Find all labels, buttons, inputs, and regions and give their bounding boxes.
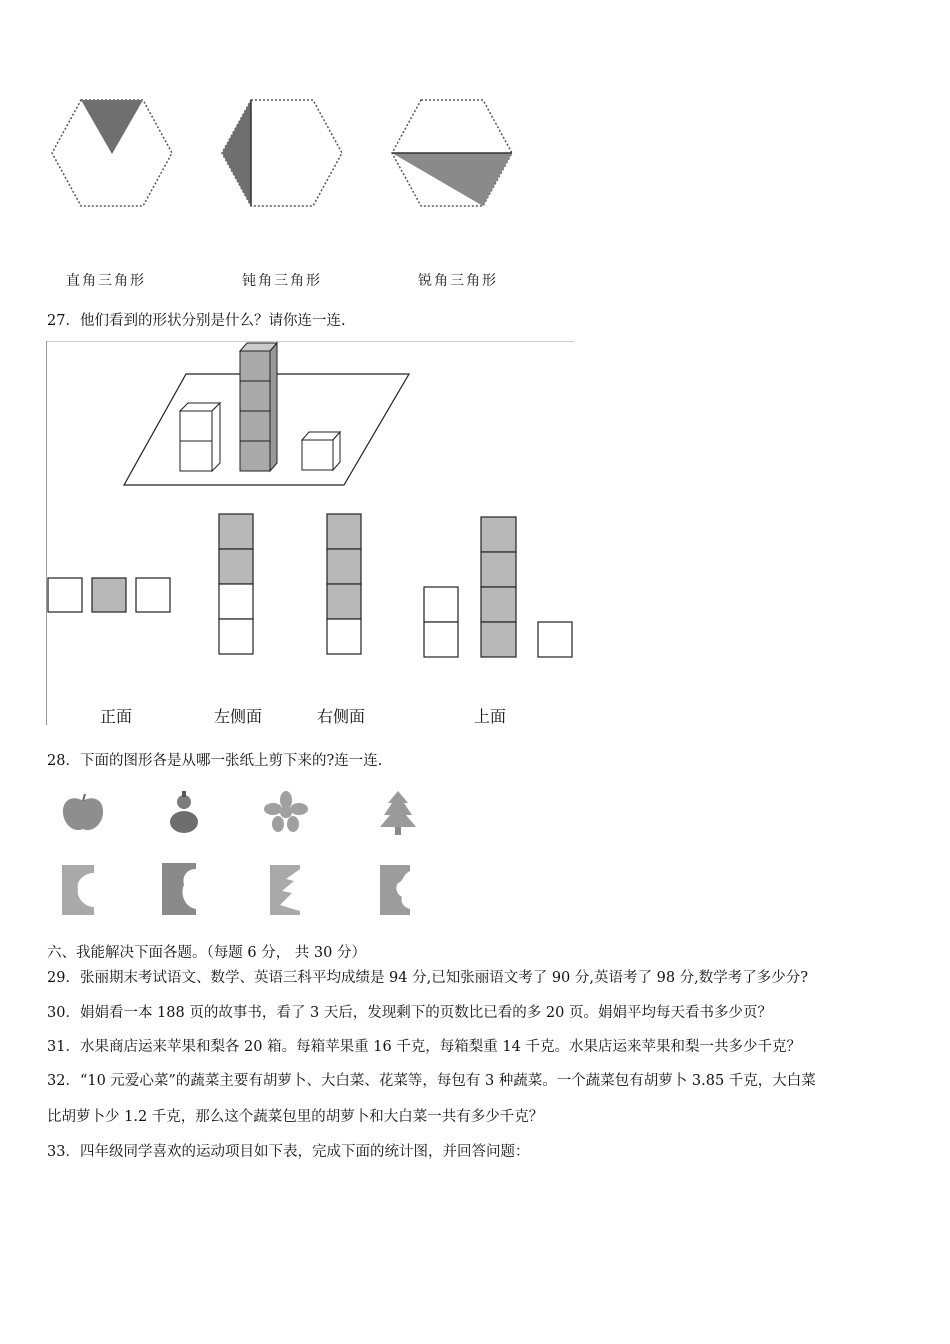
paper-sheet-3 [270,865,300,915]
paper-sheet-4 [380,865,410,915]
hexagon-figures [40,90,540,220]
label-front-view: 正面 [100,707,133,726]
q27-figure [46,341,574,725]
paper-sheet-2 [162,863,196,915]
label-left-view: 左侧面 [214,707,263,726]
section-6-heading: 六、我能解决下面各题。（每题 6 分， 共 30 分） [47,945,366,961]
question-32-line-2: 比胡萝卜少 1.2 千克，那么这个蔬菜包里的胡萝卜和大白菜一共有多少千克？ [47,1109,544,1125]
label-right-view: 右侧面 [317,707,366,726]
question-29: 29．张丽期末考试语文、数学、英语三科平均成绩是 94 分,已知张丽语文考了 90 分,英语考了 98 分,数学考了多少分? [47,970,809,986]
caption-right-triangle: 直角三角形 [66,273,146,289]
question-28: 28．下面的图形各是从哪一张纸上剪下来的?连一连. [47,753,383,769]
flower-icon [264,791,308,833]
question-33: 33．四年级同学喜欢的运动项目如下表，完成下面的统计图，并回答问题： [47,1144,530,1160]
view-squares [46,511,574,661]
label-top-view: 上面 [474,707,507,726]
hexagon-right-triangle [50,98,175,208]
paper-sheet-1 [62,865,94,915]
question-27: 27．他们看到的形状分别是什么？请你连一连. [47,313,346,329]
q28-cutouts [40,785,440,925]
cube-stack-3d [46,341,574,501]
caption-acute-triangle: 锐角三角形 [418,273,498,289]
tree-icon [378,791,418,835]
hexagon-acute-triangle [390,98,515,208]
caption-obtuse-triangle: 钝角三角形 [242,273,322,289]
hexagon-obtuse-triangle [220,98,345,208]
question-31: 31．水果商店运来苹果和梨各 20 箱。每箱苹果重 16 千克，每箱梨重 14 千克。水果店运来苹果和梨一共多少千克？ [47,1039,801,1055]
apple-icon [60,793,106,833]
question-30: 30．娟娟看一本 188 页的故事书，看了 3 天后，发现剩下的页数比已看的多 20 页。娟娟平均每天看书多少页？ [47,1005,772,1021]
question-32-line-1: 32．“10 元爱心菜”的蔬菜主要有胡萝卜、大白菜、花菜等，每包有 3 种蔬菜。一个蔬菜包有胡萝卜 3.85 千克，大白菜 [47,1073,816,1089]
gourd-icon [166,791,202,835]
